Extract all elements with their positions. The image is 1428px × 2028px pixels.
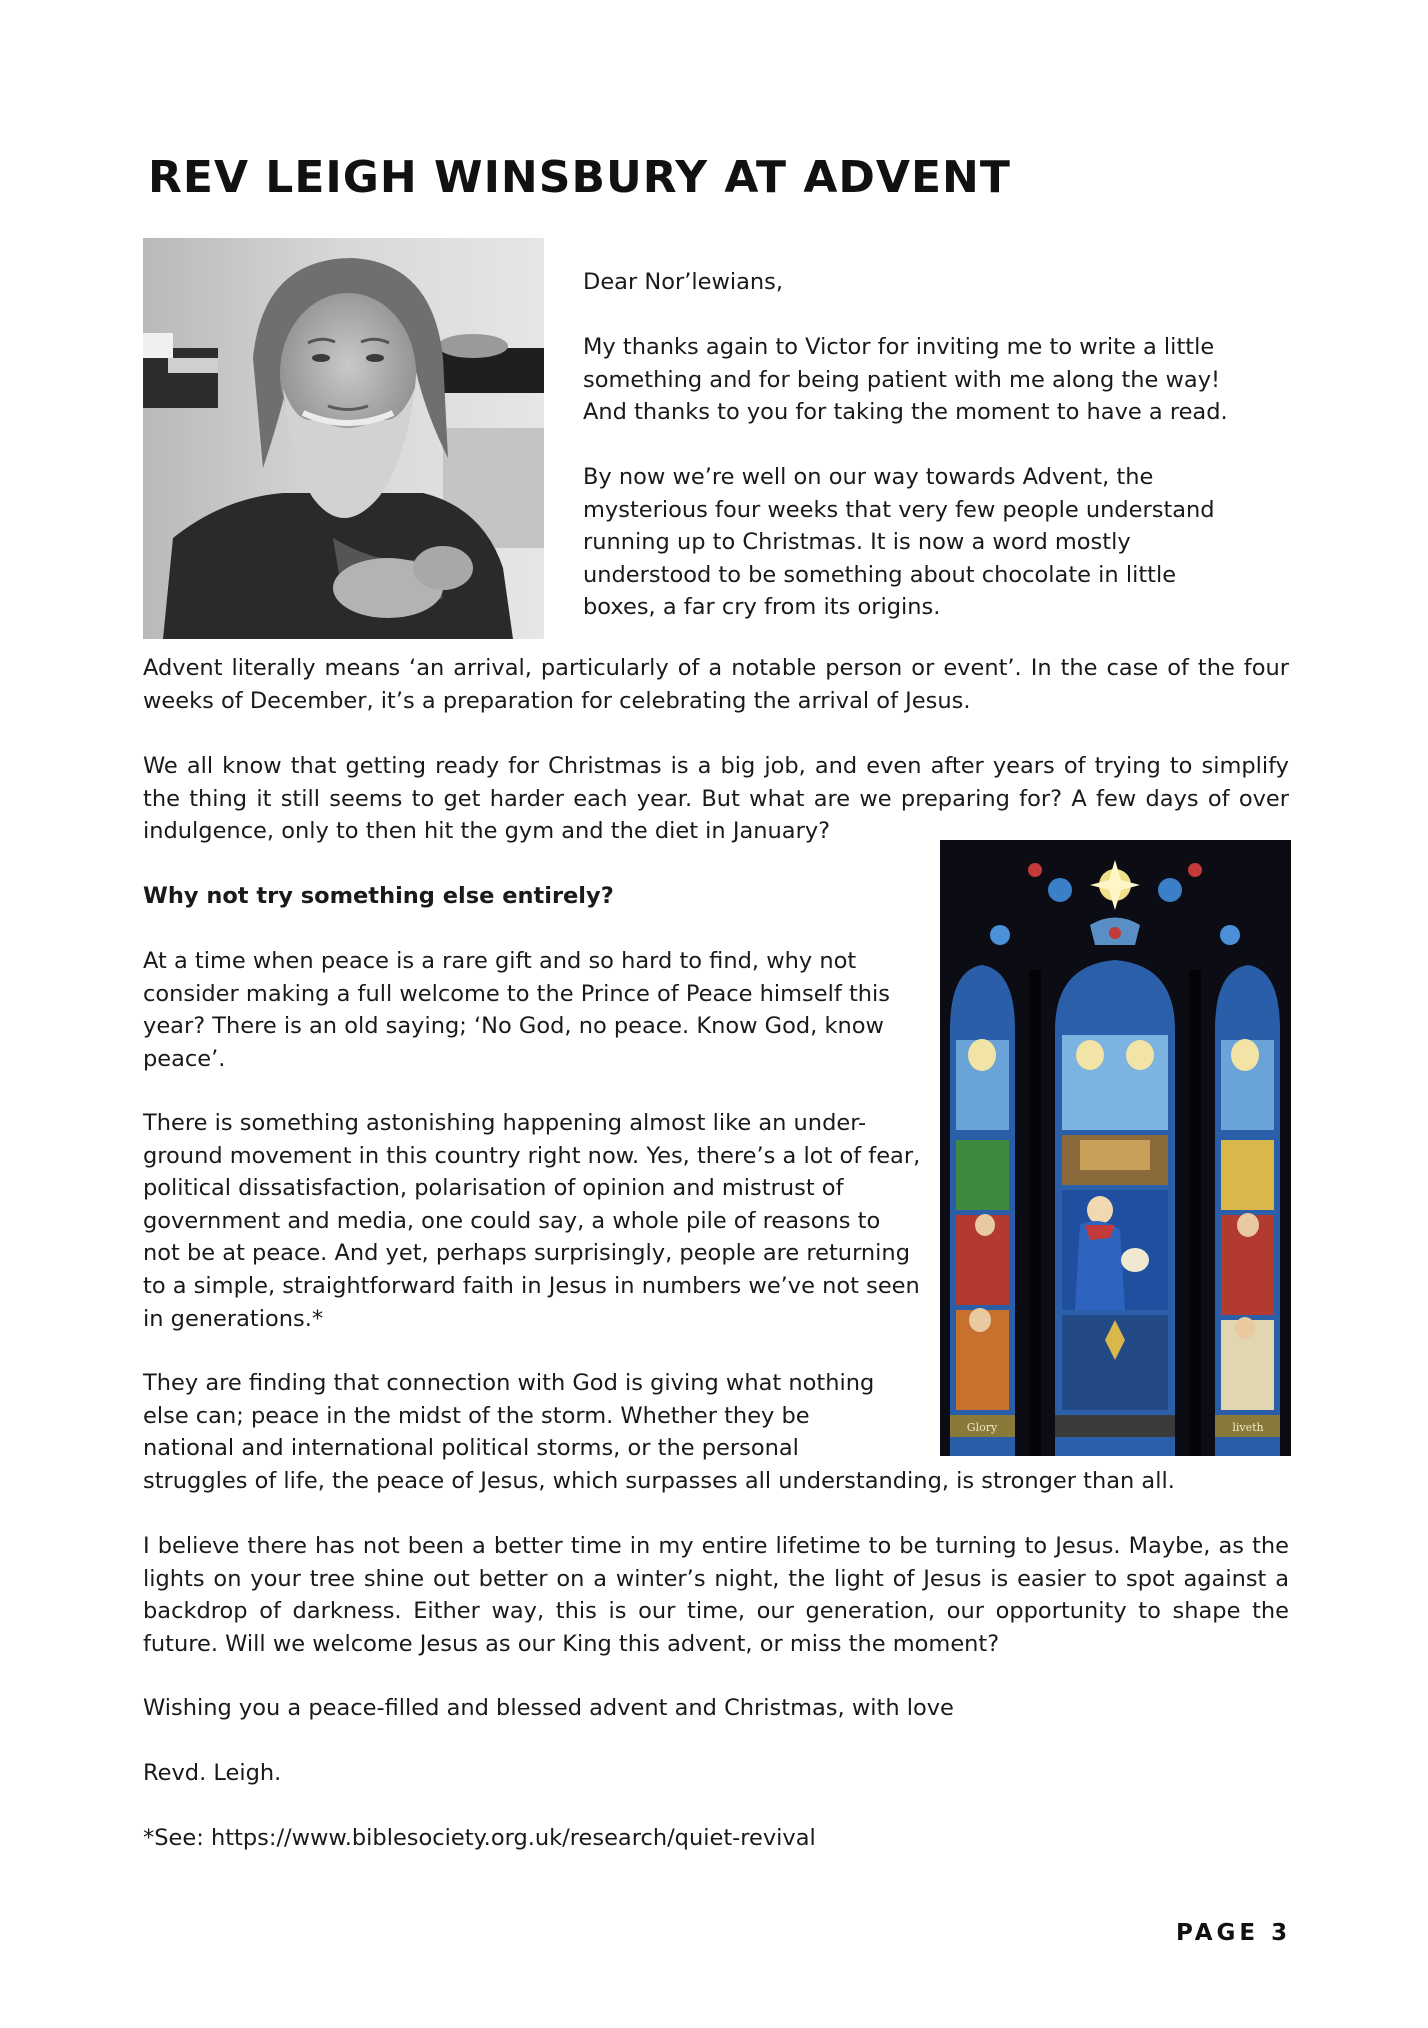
paragraph-better-time: I believe there has not been a better time in my entire lifetime to be turning to Jesus. Maybe, as the lights on your tree shine out better on a winter’s night, the light of Jesus is easier to spot against a backdrop of darkness. Either way, this is our time, our generation, our opportunity to shape the future. Will we welcome Jesus as our King this advent, or miss the moment? (143, 1533, 1289, 1657)
closing-line: Wishing you a peace-filled and blessed advent and Christmas, with love (143, 1695, 954, 1721)
footnote: *See: https://www.biblesociety.org.uk/research/quiet-revival (143, 1825, 816, 1851)
paragraph-prince-of-peace: At a time when peace is a rare gift and so hard to find, why not consider making a full welcome to the Prince of Peace himself this year? There is an old saying; ‘No God, no peace. Know God, know peace’. (143, 948, 890, 1072)
article-title: REV LEIGH WINSBURY AT ADVENT (148, 152, 1011, 203)
paragraph-connection: They are finding that connection with God is giving what nothing else can; peace in the midst of the storm. Whether they be national and international political storms, or the personal (143, 1370, 875, 1462)
paragraph-advent-intro: By now we’re well on our way towards Advent, the mysterious four weeks that very few people understand running up to Christmas. It is now a word mostly understood to be something about chocolate in little boxes, a far cry from its origins. (583, 464, 1215, 621)
paragraph-preparing: We all know that getting ready for Christmas is a big job, and even after years of trying to simplify the thing it still seems to get harder each year. But what are we preparing for? A few days of over indulgence, only to then hit the gym and the diet in January? (143, 753, 1289, 845)
paragraph-thanks: My thanks again to Victor for inviting me to write a little something and for being patient with me along the way! And thanks to you for taking the moment to have a read. (583, 334, 1228, 426)
paragraph-connection-continued: struggles of life, the peace of Jesus, which surpasses all understanding, is stronger than all. (143, 1468, 1175, 1494)
window-inscription-right: liveth (1232, 1421, 1264, 1434)
paragraph-movement: There is something astonishing happening almost like an under-ground movement in this country right now. Yes, there’s a lot of fear, political dissatisfaction, polarisation of opinion and mistrust of government and media, one could say, a whole pile of reasons to not be at peace. And yet, perhaps surprisingly, people are returning to a simple, straightforward faith in Jesus in numbers we’ve not seen in generations.* (143, 1110, 921, 1332)
stained-glass-window-photo (940, 840, 1291, 1456)
window-inscription-left: Glory (966, 1421, 998, 1434)
salutation: Dear Nor’lewians, (583, 269, 784, 295)
paragraph-advent-meaning: Advent literally means ‘an arrival, particularly of a notable person or event’. In the case of the four weeks of December, it’s a preparation for celebrating the arrival of Jesus. (143, 655, 1289, 714)
page-number: PAGE 3 (1176, 1920, 1292, 1946)
signature: Revd. Leigh. (143, 1760, 282, 1786)
subheading: Why not try something else entirely? (143, 883, 614, 909)
author-portrait-photo (143, 238, 544, 639)
